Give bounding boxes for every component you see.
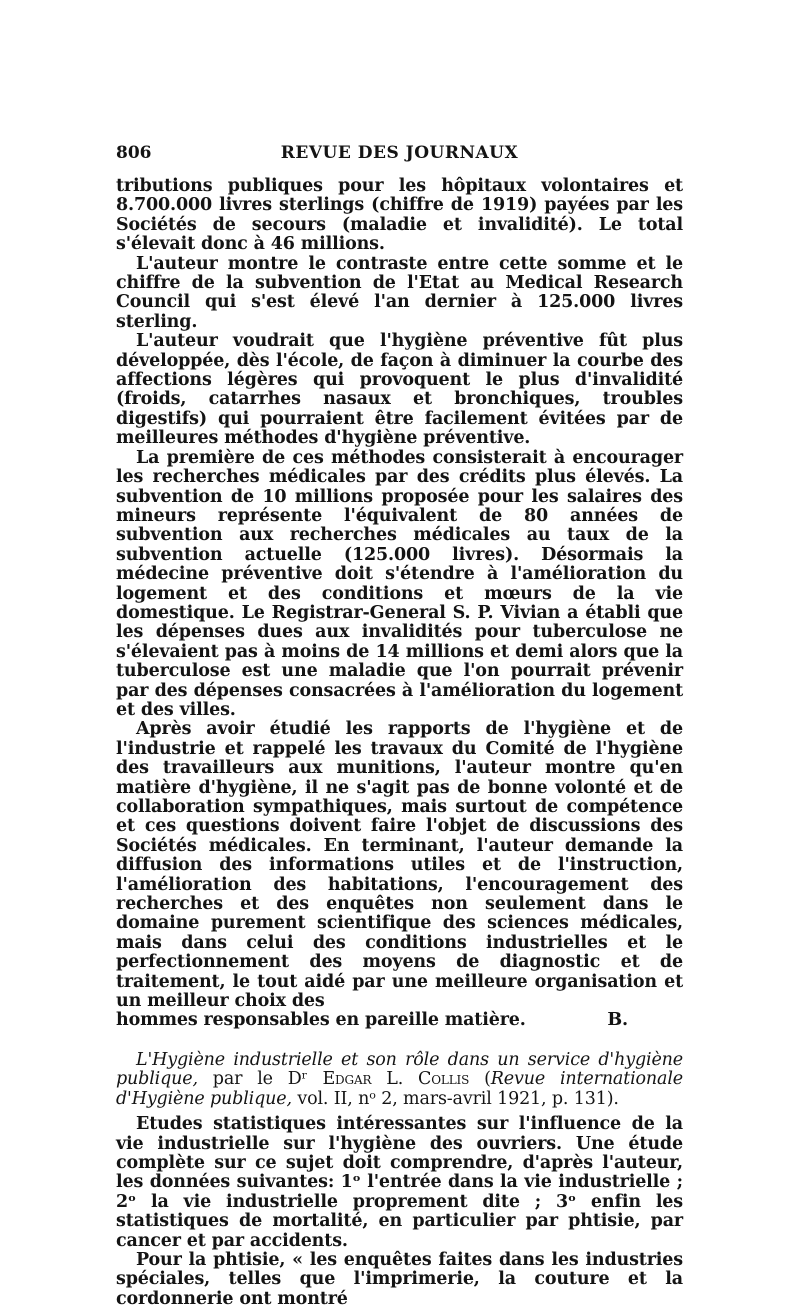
second-article bbox=[116, 1051, 683, 1309]
article-title: L'Hygiène industrielle et son rôle dans un service d'hygiène publique, bbox=[116, 1049, 683, 1090]
author-prefix: Dʳ bbox=[287, 1069, 308, 1090]
citation-by: par le bbox=[212, 1069, 273, 1090]
source-details: vol. II, nᵒ 2, mars-avril 1921, p. 131). bbox=[297, 1088, 619, 1109]
paragraph-medical-research: La première de ces méthodes consisterait à encourager les recherches médicales par des crédits plus élevés. La subvention de 10 millions proposée pour les salaires des mineurs représente l'équivalent de 80 années de subvention aux recherches médicales au taux de la subvention actuelle (125.000 livres). Désormais la médecine préventive doit s'étendre à l'amélioration du logement et des conditions et mœurs de la vie domestique. Le Registrar-General S. P. Vivian a établi que les dépenses dues aux invalidités pour tuberculose ne s'élevaient pas à moins de 14 millions et demi alors que la tuberculose est une maladie que l'on pourrait prévenir par des dépenses consacrées à l'amélioration du logement et des villes. bbox=[116, 447, 683, 720]
paragraph-phthisis: Pour la phtisie, « les enquêtes faites dans les industries spéciales, telles que l'imprimerie, la couture et la cordonnerie ont montré bbox=[116, 1249, 683, 1309]
page-number: 806 bbox=[116, 143, 152, 163]
closing-line bbox=[116, 1011, 683, 1030]
source-open: ( bbox=[484, 1069, 491, 1090]
source-journal: Revue internationale d'Hygiène publique, bbox=[116, 1069, 683, 1109]
article-citation bbox=[116, 1051, 683, 1109]
reviewer-signature: B. bbox=[607, 1010, 628, 1031]
closing-text: hommes responsables en pareille matière. bbox=[116, 1010, 526, 1031]
paragraph-industrial-statistics: Etudes statistiques intéressantes sur l'influence de la vie industrielle sur l'hygiène des ouvriers. Une étude complète sur ce sujet doit comprendre, d'après l'auteur, les données suivantes: 1ᵒ l'entrée dans la vie industrielle ; 2ᵒ la vie industrielle proprement dite ; 3ᵒ enfin les statistiques de mortalité, en particulier par phtisie, par cancer et par accidents. bbox=[116, 1114, 683, 1251]
paragraph-preventive-hygiene: L'auteur voudrait que l'hygiène préventive fût plus développée, dès l'école, de façon à diminuer la courbe des affections légères qui provoquent le plus d'invalidité (froids, catarrhes nasaux et bronchiques, troubles digestifs) qui pourraient être facilement évitées par de meilleures méthodes d'hygiène préventive. bbox=[116, 331, 683, 449]
paragraph-continuation: tributions publiques pour les hôpitaux volontaires et 8.700.000 livres sterlings (chiffre de 1919) payées par les Sociétés de secours (maladie et invalidité). Le total s'élevait donc à 46 millions. bbox=[116, 176, 683, 255]
article-review-body bbox=[116, 177, 683, 1031]
article-author: Edgar L. Collis bbox=[322, 1069, 470, 1090]
paragraph-industry-hygiene: Après avoir étudié les rapports de l'hygiène et de l'industrie et rappelé les travaux du Comité de l'hygiène des travailleurs aux munitions, l'auteur montre qu'en matière d'hygiène, il ne s'agit pas de bonne volonté et de collaboration sympathiques, mais surtout de compétence et ces questions doivent faire l'objet de discussions des Sociétés médicales. En terminant, l'auteur demande la diffusion des informations utiles et de l'instruction, l'amélioration des habitations, l'encouragement des recherches et des enquêtes non seulement dans le domaine purement scientifique des sciences médicales, mais dans celui des conditions industrielles et le perfectionnement des moyens de diagnostic et de traitement, le tout aidé par une meilleure organisation et un meilleur choix des bbox=[116, 719, 683, 1012]
paragraph-research-council: L'auteur montre le contraste entre cette somme et le chiffre de la subvention de l'Etat au Medical Research Council qui s'est élevé l'an dernier à 125.000 livres sterling. bbox=[116, 253, 683, 332]
running-head bbox=[116, 143, 683, 167]
journal-page bbox=[116, 143, 683, 1309]
journal-title: REVUE DES JOURNAUX bbox=[280, 143, 519, 163]
